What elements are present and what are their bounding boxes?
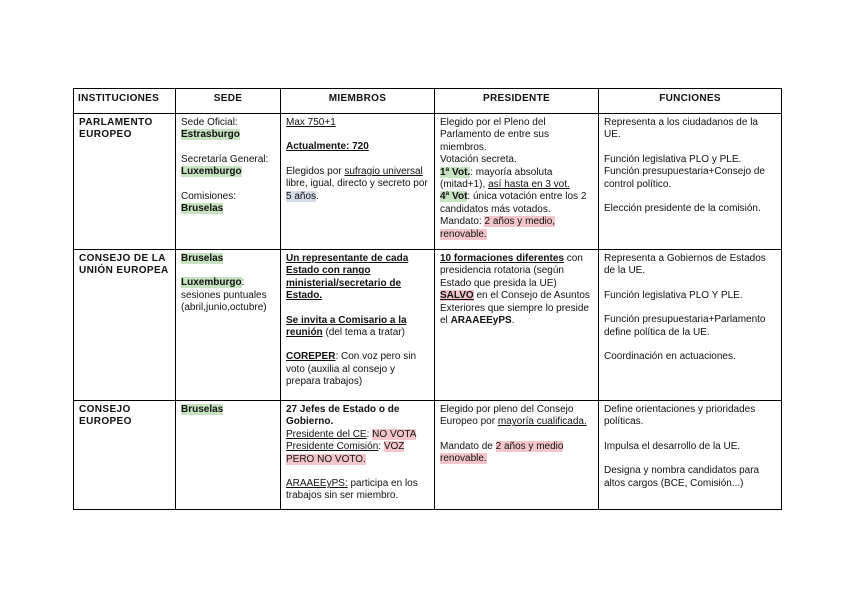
miembros-coreper [286,351,429,388]
table-row-consejo-ue [74,250,782,401]
funcion-1: Representa a los ciudadanos de la UE. [604,117,758,141]
funcion-4: Elección presidente de la comisión. [604,203,761,215]
cell-sede [176,114,281,250]
comisario-text: Se invita a Comisario a la reunión [286,314,407,339]
funcion-1: Define orientaciones y prioridades políticas. [604,404,756,428]
pres-elegido-text: Elegido por pleno del Consejo Europeo por [440,404,574,428]
header-miembros: MIEMBROS [281,89,435,114]
sede-bruselas: Bruselas [181,404,224,415]
funcion-3: Función presupuestaria+Consejo de control político. [604,166,765,190]
miembros-representante: Un representante de cada Estado con rango ministerial/secretario de Estado. [286,253,409,302]
comisario-tema: (del tema a tratar) [322,327,405,339]
header-row [74,89,782,114]
sede-bruselas: Bruselas [181,253,224,264]
presidente-comision-colon: : [378,441,384,453]
header-presidente: PRESIDENTE [435,89,599,114]
miembros-max: Max 750+1 [286,117,336,128]
coreper-label: COREPER [286,351,336,363]
table-row-parlamento [74,114,782,250]
sede-sesiones: sesiones puntuales (abril,junio,octubre) [181,289,267,314]
funcion-2: Función legislativa PLO Y PLE. [604,289,743,301]
sede-oficial-label: Sede Oficial: [181,117,238,128]
pres-end: . [511,315,515,327]
cell-funciones [599,250,782,401]
institucion-name: PARLAMENTO EUROPEO [79,117,153,141]
mandato-label: Mandato: [440,216,485,228]
cell-funciones [599,114,782,250]
miembros-comisario [286,315,429,340]
araaeeyps-text: participa en los trabajos sin ser miembro. [286,478,418,502]
table-row-consejo-europeo [74,401,782,510]
mandato-value: 2 años y medio renovable. [440,440,564,465]
funcion-3: Designa y nombra candidatos para altos cargos (BCE, Comisión...) [604,465,760,489]
cell-funciones [599,401,782,510]
funcion-2: Impulsa el desarrollo de la UE. [604,440,741,452]
elegidos-end: . [316,190,319,202]
presidente-comision-label: Presidente Comisión [286,441,379,453]
coreper-text: : Con voz pero sin voto (auxilia al consejo y prepara trabajos) [286,351,417,388]
pres-mandato [440,216,593,241]
cell-sede [176,401,281,510]
comisiones-label: Comisiones: [181,190,237,202]
funcion-2: Función legislativa PLO y PLE. [604,153,742,165]
pres-vot4 [440,191,593,216]
vot4-text: : única votación entre los 2 candidatos más votados. [440,191,587,215]
presidente-ce-colon: : [366,428,373,440]
pres-salvo: SALVO [440,290,474,302]
pres-mayoria: mayoría cualificada. [497,416,587,428]
header-instituciones: INSTITUCIONES [74,89,176,114]
araaeeyps-label: ARAAEEyPS: [286,478,348,490]
pres-rotatoria: con presidencia rotatoria (según Estado que presida la UE) [440,253,583,289]
sede-oficial-value: Estrasburgo [181,129,240,141]
pres-formaciones [440,253,593,327]
sede-luxemburgo: Luxemburgo [181,277,242,289]
vot1-text: : mayoría absoluta (mitad+1), [440,166,553,191]
vot1-underline: así hasta en 3 vot. [488,179,570,191]
pres-votacion: Votación secreta. [440,154,517,166]
pres-elegido: Elegido por el Pleno del Parlamento de entre sus miembros. [440,117,549,153]
cell-sede [176,250,281,401]
pres-araaeeyps: ARAAEEyPS [450,315,512,327]
elegidos-pre: Elegidos por [286,165,345,177]
elegidos-years: 5 años [286,190,317,202]
pres-vot1 [440,167,593,192]
pres-exteriores: en el Consejo de Asuntos Exteriores que siempre lo preside el [440,290,590,327]
cell-miembros [281,401,435,510]
cell-institucion [74,401,176,510]
cell-institucion [74,114,176,250]
cell-presidente [435,250,599,401]
elegidos-sufragio: sufragio universal [344,165,423,177]
presidente-comision-voz: VOZ PERO NO VOTO. [286,441,405,465]
miembros-jefes: 27 Jefes de Estado o de Gobierno. [286,404,400,428]
cell-institucion [74,250,176,401]
elegidos-mid: libre, igual, directo y secreto por [286,178,428,190]
comisiones-value: Bruselas [181,203,224,215]
cell-presidente [435,114,599,250]
vot4-label: 4ª Vot [440,191,468,203]
secretaria-value: Luxemburgo [181,166,242,178]
pres-elegido [440,404,593,429]
presidente-ce-novota: NO VOTA [372,428,417,440]
funcion-1: Representa a Gobiernos de Estados de la UE. [604,253,766,277]
funcion-4: Coordinación en actuaciones. [604,351,736,363]
pres-formaciones-bold: 10 formaciones diferentes [440,253,564,264]
presidente-ce-label: Presidente del CE [286,428,367,440]
sede-colon: : [241,277,245,289]
secretaria-label: Secretaría General: [181,153,269,165]
miembros-elegidos [286,166,429,203]
mandato-value: 2 años y medio, renovable. [440,216,556,240]
miembros-araaeeyps [286,478,429,503]
institucion-name: CONSEJO EUROPEO [79,404,132,428]
mandato-label: Mandato de [440,440,496,452]
miembros-presidente-ce [286,429,429,441]
vot1-label: 1ª Vot. [440,166,471,178]
pres-mandato [440,441,593,466]
cell-miembros [281,250,435,401]
header-funciones: FUNCIONES [599,89,782,114]
institucion-name: CONSEJO DE LA UNIÓN EUROPEA [79,253,169,277]
instituciones-table [73,88,782,510]
miembros-presidente-comision [286,441,429,466]
funcion-3: Función presupuestaria+Parlamento define política de la UE. [604,314,766,338]
header-sede: SEDE [176,89,281,114]
cell-presidente [435,401,599,510]
cell-miembros [281,114,435,250]
miembros-actual: Actualmente: 720 [286,141,369,153]
